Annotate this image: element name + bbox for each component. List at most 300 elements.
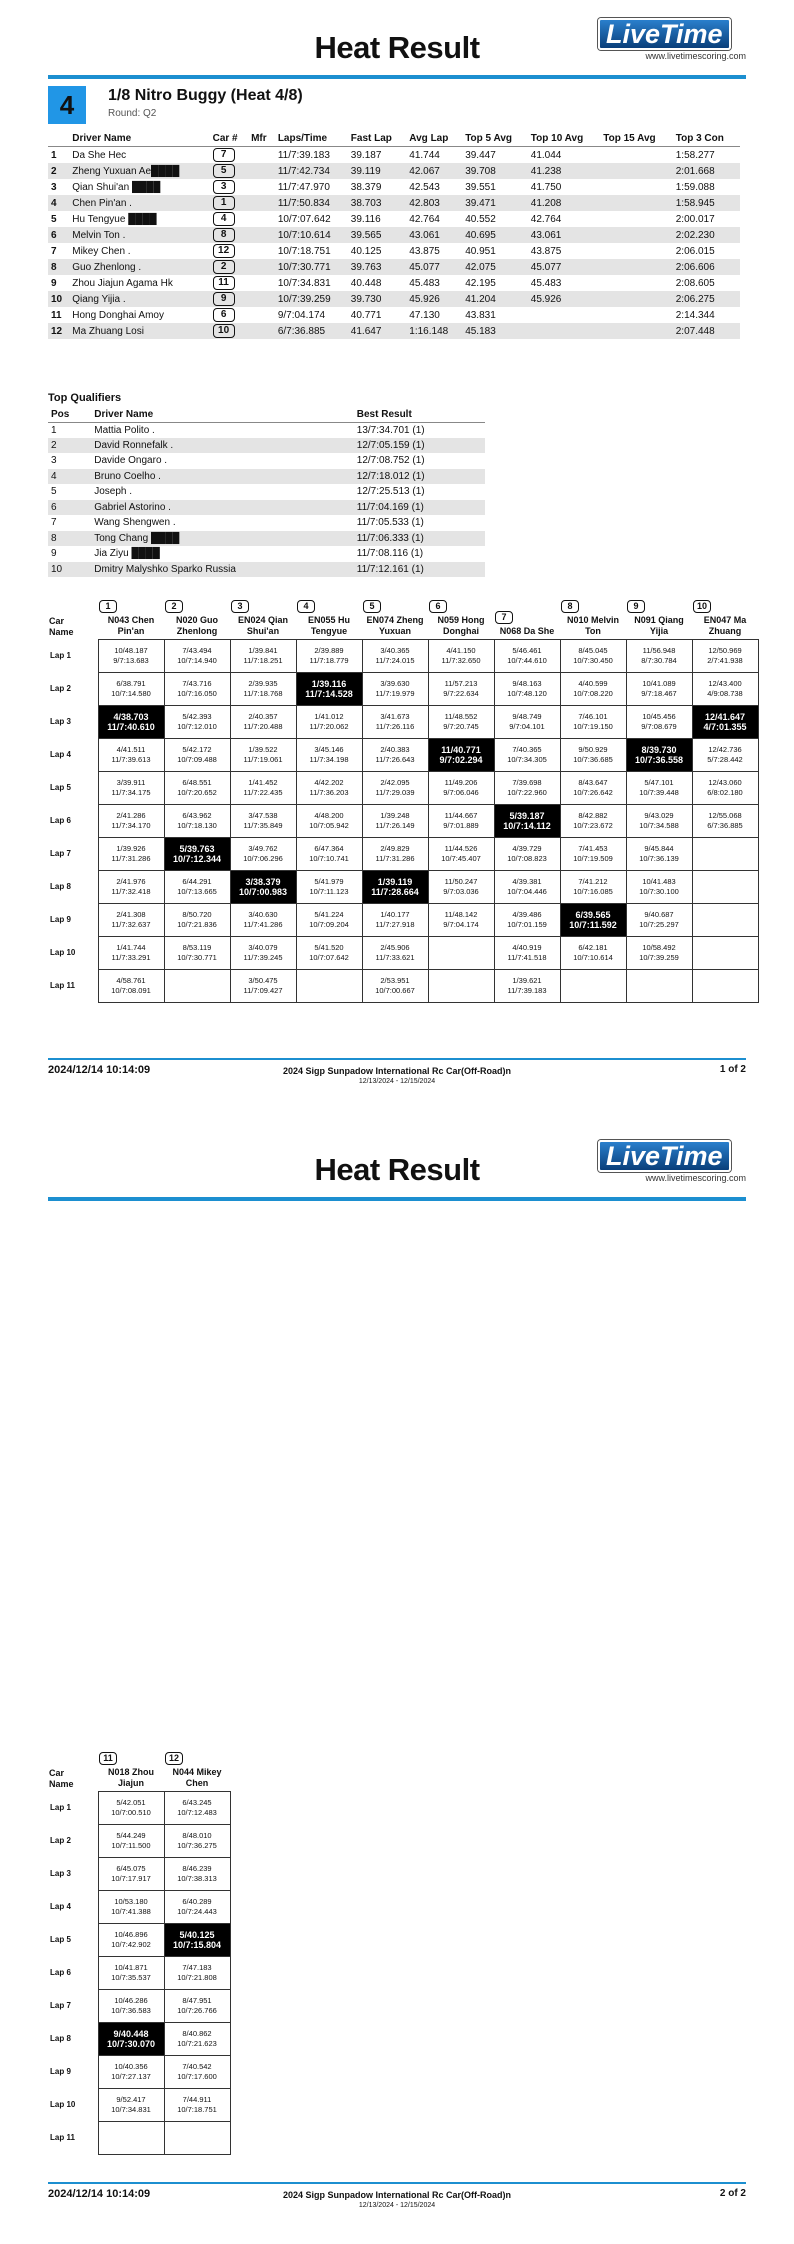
- result-cell: [210, 307, 248, 323]
- lap-cell: [692, 904, 758, 937]
- lap-cell: [98, 838, 164, 871]
- lap-total: 9/7:06.046: [443, 788, 479, 797]
- lap-pos-time: 2/41.976: [116, 877, 146, 886]
- lap-label: Lap 6: [50, 816, 71, 825]
- lap-label: Lap 4: [50, 750, 71, 759]
- lap-label: Lap 7: [50, 849, 71, 858]
- lap-cell: [296, 871, 362, 904]
- result-cell: [248, 147, 275, 164]
- lap-total: 10/7:34.588: [639, 821, 679, 830]
- tq-cell: 11/7:08.116 (1): [356, 548, 424, 560]
- lap-label: Lap 9: [50, 915, 71, 924]
- result-row: [48, 227, 740, 243]
- lap-pos-time: 12/43.060: [708, 778, 742, 787]
- lap-total: 11/7:20.062: [309, 722, 349, 731]
- lap-pos-time: 10/45.456: [642, 712, 676, 721]
- result-cell: 1:59.088: [675, 181, 715, 193]
- header-rule: [48, 1197, 746, 1201]
- result-cell: 41.750: [530, 181, 562, 193]
- result-cell: 41.204: [462, 291, 528, 307]
- lap-total: 9/7:20.745: [443, 722, 479, 731]
- tq-cell: 11/7:04.169 (1): [354, 500, 485, 516]
- lap-total: 4/7:01.355: [703, 722, 747, 732]
- lap-pos-time: 2/41.308: [116, 910, 146, 919]
- result-cell: 41.238: [528, 163, 600, 179]
- lap-cell: [362, 838, 428, 871]
- lap-pos-time: 5/44.249: [116, 1831, 146, 1840]
- lap-cell: [560, 640, 626, 673]
- tq-row: [48, 422, 485, 438]
- lap-cell: [98, 706, 164, 739]
- car-number-badge: 8: [561, 600, 579, 613]
- lap-pos-time: 5/39.763: [179, 844, 215, 854]
- lap-pos-time: 2/39.935: [248, 679, 278, 688]
- lap-cell: [560, 871, 626, 904]
- lap-total: 10/7:09.488: [177, 755, 217, 764]
- lap-cell: [692, 640, 758, 673]
- page-title: Heat Result: [314, 1152, 480, 1187]
- result-cell: [210, 259, 248, 275]
- lap-total: 9/7:04.101: [509, 722, 545, 731]
- result-cell: 3: [51, 181, 57, 193]
- lap-total: 11/7:18.779: [309, 656, 349, 665]
- lap-row: [48, 772, 758, 805]
- lap-total: 11/7:19.979: [375, 689, 415, 698]
- lap-cell: [98, 871, 164, 904]
- lap-pos-time: 3/39.911: [116, 778, 146, 787]
- lap-total: 10/7:41.388: [111, 1907, 151, 1916]
- lap-total: 11/7:24.015: [375, 656, 415, 665]
- lap-pos-time: 8/40.862: [182, 2029, 212, 2038]
- lap-cell: [428, 739, 494, 772]
- result-cell: 40.125: [350, 245, 382, 257]
- result-cell: [210, 179, 248, 195]
- lap-cell: [428, 706, 494, 739]
- car-number-badge: 12: [165, 1752, 183, 1765]
- result-cell: [248, 291, 275, 307]
- results-col-header: Top 10 Avg: [528, 131, 600, 147]
- tq-cell: Joseph .: [94, 486, 133, 498]
- lap-cell: [362, 937, 428, 970]
- tq-cell: Davide Ongaro .: [94, 455, 168, 467]
- result-cell: 1:58.945: [673, 195, 740, 211]
- lap-total: 9/7:18.467: [641, 689, 677, 698]
- lap-total: 10/7:21.623: [177, 2039, 217, 2048]
- lap-cell: [560, 937, 626, 970]
- result-cell: [600, 291, 672, 307]
- lap-total: 10/7:26.766: [177, 2006, 217, 2015]
- lap-col-header: [230, 600, 296, 640]
- lap-cell: [296, 706, 362, 739]
- lap-pos-time: 10/40.356: [114, 2062, 148, 2071]
- result-cell: 38.379: [350, 181, 382, 193]
- lap-cell: [98, 2122, 164, 2155]
- lap-total: 10/7:13.665: [177, 887, 217, 896]
- lap-pos-time: 2/39.889: [314, 646, 344, 655]
- tq-row: [48, 484, 485, 500]
- lap-col-header: [494, 600, 560, 640]
- result-cell: Hu Tengyue ████: [72, 213, 157, 225]
- lap-cell: [164, 2056, 230, 2089]
- lap-cell: [98, 904, 164, 937]
- result-cell: 45.183: [462, 323, 528, 339]
- result-cell: 1:58.277: [675, 149, 715, 161]
- lap-pos-time: 5/46.461: [512, 646, 542, 655]
- result-row: [48, 163, 740, 179]
- result-cell: 10/7:30.771: [275, 259, 348, 275]
- lap-col-header: [164, 600, 230, 640]
- result-cell: 42.764: [409, 213, 440, 225]
- lap-row: [48, 2089, 230, 2122]
- heat-number-badge: 4: [48, 86, 86, 124]
- result-row: [48, 243, 740, 259]
- lap-total: 11/7:39.183: [507, 986, 547, 995]
- result-cell: 11/7:47.970: [277, 181, 330, 193]
- lap-cell: [296, 937, 362, 970]
- result-cell: 42.764: [530, 213, 562, 225]
- result-cell: 11: [51, 309, 62, 321]
- lap-col-header: [560, 600, 626, 640]
- lap-pos-time: 11/48.552: [444, 712, 478, 721]
- lap-total: 10/7:12.344: [172, 854, 222, 864]
- lap-pos-time: 10/46.896: [114, 1930, 148, 1939]
- lap-cell: [164, 1957, 230, 1990]
- lap-cell: [98, 640, 164, 673]
- lap-pos-time: 9/52.417: [116, 2095, 146, 2104]
- result-cell: 43.875: [530, 245, 562, 257]
- result-cell: [248, 323, 275, 339]
- lap-cell: [692, 739, 758, 772]
- car-number-badge: 1: [213, 196, 235, 210]
- lap-total: 10/7:48.120: [507, 689, 547, 698]
- result-row: [48, 307, 740, 323]
- lap-pos-time: 8/53.119: [182, 943, 212, 952]
- footer-event: 2024 Sigp Sunpadow International Rc Car(Off-Road)n: [282, 1066, 512, 1076]
- result-cell: [600, 227, 672, 243]
- tq-cell: 12/7:05.159 (1): [354, 438, 485, 454]
- lap-pos-time: 4/40.919: [512, 943, 542, 952]
- lap-total: 9/7:13.683: [113, 656, 149, 665]
- lap-pos-time: 11/56.948: [642, 646, 676, 655]
- lap-pos-time: 9/48.749: [512, 712, 542, 721]
- driver-name: N020 Guo Zhenlong: [175, 615, 218, 636]
- lap-pos-time: 6/40.289: [182, 1897, 212, 1906]
- result-cell: 8: [48, 259, 69, 275]
- lap-total: 6/7:36.885: [707, 821, 743, 830]
- lap-pos-time: 11/50.247: [444, 877, 478, 886]
- lap-pos-time: 8/46.239: [182, 1864, 212, 1873]
- lap-pos-time: 6/45.075: [116, 1864, 146, 1873]
- result-cell: [248, 275, 275, 291]
- car-number-badge: 5: [363, 600, 381, 613]
- lap-pos-time: 1/40.177: [380, 910, 410, 919]
- tq-row: [48, 469, 485, 485]
- footer-date: 2024/12/14 10:14:09: [48, 2188, 151, 2200]
- result-cell: Hong Donghai Amoy: [72, 309, 164, 321]
- driver-name: EN074 Zheng Yuxuan: [366, 615, 424, 636]
- lap-pos-time: 4/42.202: [314, 778, 344, 787]
- result-cell: [528, 323, 600, 339]
- lap-chart-table: [48, 600, 759, 1003]
- lap-total: 10/7:05.942: [309, 821, 349, 830]
- tq-cell: 7: [51, 517, 57, 529]
- lap-pos-time: 4/38.703: [113, 712, 149, 722]
- tq-cell: Dmitry Malyshko Sparko Russia: [91, 562, 354, 578]
- lap-total: 11/7:39.613: [111, 755, 151, 764]
- result-cell: 42.067: [406, 163, 462, 179]
- lap-cell: [296, 640, 362, 673]
- car-number-badge: 9: [213, 292, 235, 306]
- lap-total: 11/7:34.175: [111, 788, 151, 797]
- tq-cell: Mattia Polito .: [94, 424, 155, 436]
- results-col-header: Avg Lap: [406, 131, 462, 147]
- result-cell: [248, 227, 275, 243]
- lap-pos-time: 10/41.483: [642, 877, 676, 886]
- lap-cell: [164, 1924, 230, 1957]
- lap-pos-time: 5/42.393: [182, 712, 212, 721]
- result-cell: 1:16.148: [406, 323, 462, 339]
- lap-total: 9/7:04.174: [443, 920, 479, 929]
- result-row: [48, 259, 740, 275]
- lap-row: [48, 2056, 230, 2089]
- lap-cell: [164, 1858, 230, 1891]
- lap-cell: [626, 970, 692, 1003]
- lap-total: 10/7:01.159: [507, 920, 547, 929]
- lap-pos-time: 6/42.181: [578, 943, 608, 952]
- lap-pos-time: 5/42.051: [116, 1798, 146, 1807]
- lap-total: 11/7:41.286: [243, 920, 283, 929]
- result-cell: 6/7:36.885: [275, 323, 348, 339]
- lap-cell: [362, 805, 428, 838]
- lap-cell: [626, 706, 692, 739]
- lap-total: 11/7:18.251: [243, 656, 283, 665]
- lap-pos-time: 10/41.871: [114, 1963, 148, 1972]
- lap-pos-time: 1/41.452: [248, 778, 278, 787]
- lap-total: 10/7:30.070: [106, 2039, 156, 2049]
- tq-cell: 13/7:34.701 (1): [356, 424, 425, 436]
- lap-pos-time: 7/43.716: [182, 679, 212, 688]
- lap-pos-time: 1/39.841: [248, 646, 278, 655]
- lap-cell: [296, 772, 362, 805]
- lap-cell: [98, 970, 164, 1003]
- lap-pos-time: 7/44.911: [182, 2095, 212, 2104]
- lap-cell: [296, 805, 362, 838]
- lap-total: 10/7:00.983: [238, 887, 288, 897]
- lap-cell: [428, 673, 494, 706]
- lap-total: 11/7:32.418: [111, 887, 151, 896]
- tq-cell: 11/7:12.161 (1): [354, 562, 485, 578]
- lap-cell: [494, 640, 560, 673]
- car-number-badge: 10: [213, 324, 235, 338]
- lap-total: 10/7:19.150: [573, 722, 613, 731]
- lap-cell: [626, 673, 692, 706]
- lap-cell: [296, 838, 362, 871]
- lap-cell: [98, 1792, 164, 1825]
- lap-total: 10/7:17.917: [111, 1874, 151, 1883]
- result-cell: 39.763: [348, 259, 406, 275]
- results-table: [48, 131, 740, 339]
- result-cell: 2:06.015: [675, 245, 715, 257]
- lap-pos-time: 9/40.687: [644, 910, 674, 919]
- result-cell: [210, 211, 248, 227]
- lap-total: 10/7:00.510: [111, 1808, 151, 1817]
- lap-label: Lap 11: [50, 981, 75, 990]
- lap-total: 9/7:02.294: [439, 755, 483, 765]
- footer-dates: 12/13/2024 - 12/15/2024: [358, 2202, 436, 2209]
- lap-total: 10/7:10.741: [309, 854, 349, 863]
- lap-total: 11/7:29.039: [375, 788, 415, 797]
- top-qualifiers-table: [48, 408, 485, 577]
- lap-cell: [164, 1891, 230, 1924]
- result-cell: [600, 243, 672, 259]
- lap-total: 11/7:19.061: [243, 755, 283, 764]
- lap-cell: [230, 640, 296, 673]
- lap-cell: [560, 904, 626, 937]
- lap-cell: [230, 706, 296, 739]
- lap-pos-time: 1/39.119: [377, 877, 413, 887]
- lap-pos-time: 2/42.095: [380, 778, 410, 787]
- lap-total: 11/7:35.849: [243, 821, 283, 830]
- tq-cell: 10: [48, 562, 91, 578]
- lap-row: [48, 805, 758, 838]
- lap-cell: [692, 937, 758, 970]
- result-cell: 43.061: [406, 227, 462, 243]
- driver-name: N018 Zhou Jiajun: [107, 1767, 154, 1788]
- lap-pos-time: 12/50.969: [708, 646, 742, 655]
- lap-row: [48, 838, 758, 871]
- lap-cell: [362, 739, 428, 772]
- lap-total: 11/7:33.621: [375, 953, 415, 962]
- lap-pos-time: 7/41.453: [578, 844, 608, 853]
- lap-pos-time: 4/41.150: [446, 646, 476, 655]
- lap-cell: [230, 805, 296, 838]
- tq-row: [48, 531, 485, 547]
- result-cell: [600, 163, 672, 179]
- lap-cell: [98, 673, 164, 706]
- driver-name: N068 Da She: [499, 626, 555, 636]
- tq-cell: 3: [51, 455, 57, 467]
- lap-cell: [362, 640, 428, 673]
- tq-header-row: [48, 408, 485, 422]
- lap-cell: [626, 640, 692, 673]
- lap-row: [48, 673, 758, 706]
- lap-cell: [626, 937, 692, 970]
- tq-cell: 6: [48, 500, 91, 516]
- tq-cell: David Ronnefalk .: [91, 438, 354, 454]
- lap-cell: [164, 937, 230, 970]
- lap-total: 10/7:07.642: [309, 953, 349, 962]
- lap-cell: [494, 772, 560, 805]
- driver-name: N059 Hong Donghai: [437, 615, 485, 636]
- lap-pos-time: 6/38.791: [116, 679, 146, 688]
- lap-pos-time: 1/39.248: [380, 811, 410, 820]
- lap-pos-time: 2/45.906: [380, 943, 410, 952]
- lap-label: Lap 1: [50, 651, 71, 660]
- car-number-badge: 8: [213, 228, 235, 242]
- lap-label: Lap 2: [50, 684, 71, 693]
- lap-total: 10/7:08.091: [111, 986, 151, 995]
- lap-pos-time: 11/40.771: [441, 745, 481, 755]
- footer-dates: 12/13/2024 - 12/15/2024: [358, 1078, 436, 1085]
- lap-cell: [428, 937, 494, 970]
- result-cell: 10/7:10.614: [275, 227, 348, 243]
- lap-pos-time: 9/43.029: [644, 811, 674, 820]
- tq-row: [48, 562, 485, 578]
- lap-cell: [560, 739, 626, 772]
- lap-pos-time: 7/46.101: [578, 712, 608, 721]
- lap-total: 11/7:26.149: [375, 821, 415, 830]
- lap-total: 10/7:10.614: [573, 953, 613, 962]
- lap-total: 10/7:17.600: [177, 2072, 217, 2081]
- lap-cell: [428, 838, 494, 871]
- lap-pos-time: 3/45.146: [314, 745, 344, 754]
- driver-name: N091 Qiang Yijia: [634, 615, 684, 636]
- lap-cell: [230, 871, 296, 904]
- result-cell: 43.061: [528, 227, 600, 243]
- lap-label: Lap 2: [50, 1836, 71, 1845]
- lap-pos-time: 3/40.630: [248, 910, 278, 919]
- lap-total: 11/7:40.610: [107, 722, 155, 732]
- result-cell: 39.187: [350, 149, 382, 161]
- lap-pos-time: 10/53.180: [114, 1897, 148, 1906]
- lap-total: 10/7:09.204: [309, 920, 349, 929]
- result-cell: 2: [48, 163, 69, 179]
- lap-cell: [560, 805, 626, 838]
- lap-pos-time: 5/42.172: [182, 745, 212, 754]
- result-cell: 39.708: [462, 163, 528, 179]
- lap-pos-time: 6/39.565: [575, 910, 611, 920]
- lap-cell: [164, 970, 230, 1003]
- result-cell: 6: [48, 227, 69, 243]
- lap-cell: [98, 2023, 164, 2056]
- lap-pos-time: 11/49.206: [444, 778, 478, 787]
- lap-cell: [164, 739, 230, 772]
- lap-pos-time: 10/46.286: [114, 1996, 148, 2005]
- page-title: Heat Result: [314, 30, 480, 65]
- lap-cell: [230, 904, 296, 937]
- lap-pos-time: 4/39.729: [512, 844, 542, 853]
- results-col-header: Top 5 Avg: [462, 131, 528, 147]
- lap-pos-time: 6/48.551: [182, 778, 212, 787]
- tq-col-header: Pos: [48, 408, 91, 422]
- lap-cell: [296, 673, 362, 706]
- lap-cell: [230, 970, 296, 1003]
- lap-label: Lap 11: [50, 2133, 75, 2142]
- lap-row: [48, 640, 758, 673]
- result-cell: 11/7:42.734: [275, 163, 348, 179]
- result-cell: 9/7:04.174: [277, 309, 326, 321]
- logo-url: www.livetimescoring.com: [645, 51, 746, 61]
- result-cell: [248, 195, 275, 211]
- lap-header-label: [48, 1752, 98, 1792]
- car-number-badge: 2: [213, 260, 235, 274]
- lap-total: 10/7:21.836: [177, 920, 217, 929]
- name-label: Name: [49, 626, 74, 637]
- lap-cell: [164, 1825, 230, 1858]
- lap-row: [48, 2122, 230, 2155]
- tq-cell: 12/7:25.513 (1): [356, 486, 425, 498]
- lap-total: 10/7:21.808: [177, 1973, 217, 1982]
- lap-cell: [494, 937, 560, 970]
- lap-row: [48, 1825, 230, 1858]
- lap-pos-time: 4/39.486: [512, 910, 542, 919]
- lap-cell: [626, 871, 692, 904]
- result-cell: [210, 243, 248, 259]
- tq-row: [48, 500, 485, 516]
- lap-cell: [164, 871, 230, 904]
- lap-total: 11/7:27.918: [375, 920, 415, 929]
- lap-cell: [362, 772, 428, 805]
